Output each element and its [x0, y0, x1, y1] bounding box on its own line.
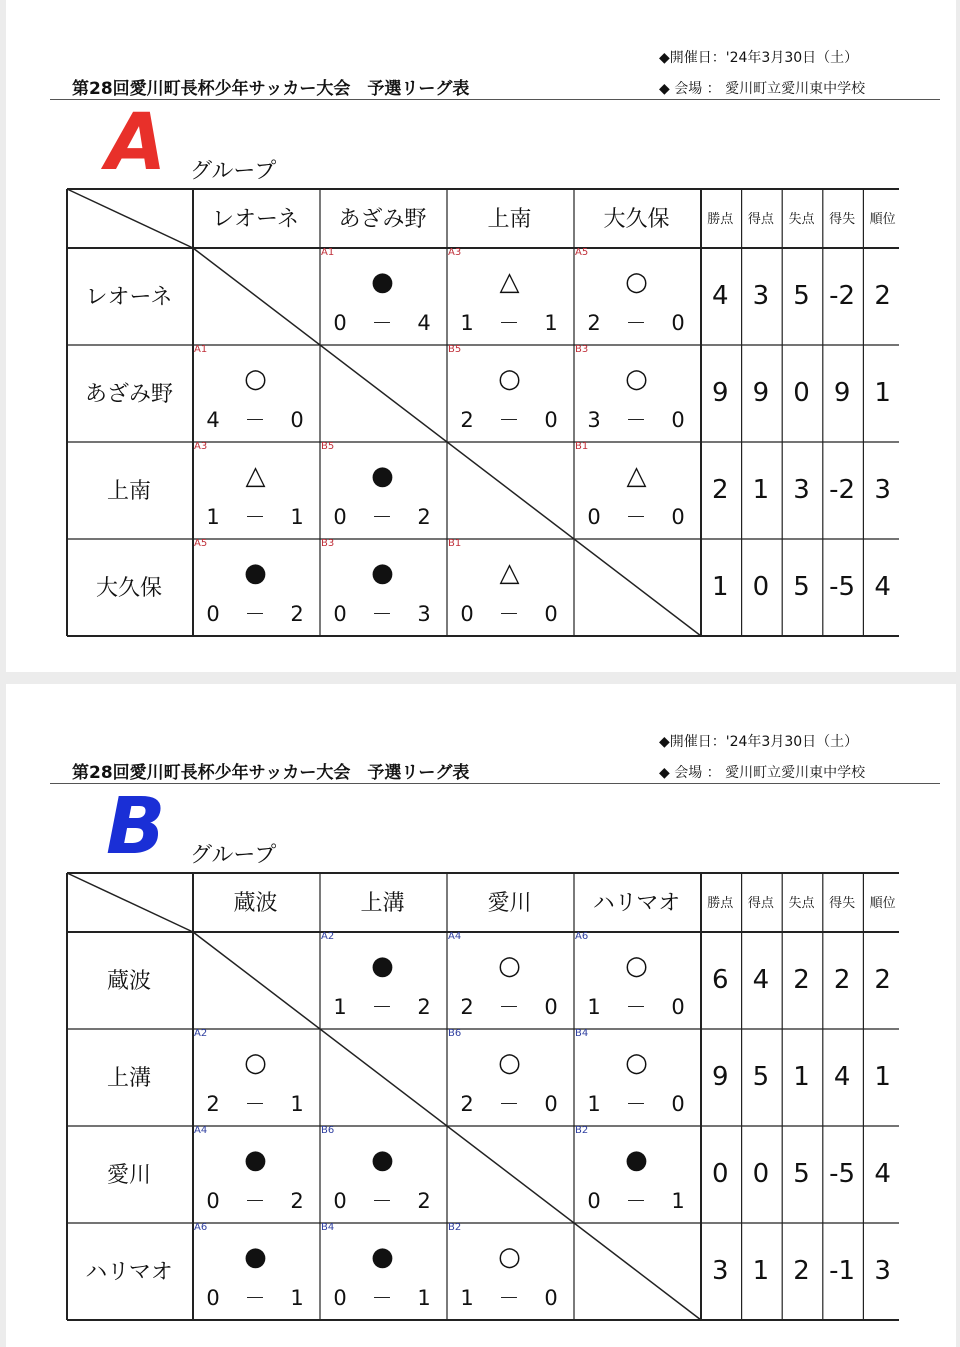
match-id: B3 [575, 344, 589, 355]
stat-value: 1 [752, 474, 770, 505]
match-cell [446, 1222, 573, 1319]
group-label: グループ [190, 843, 277, 868]
stat-cell [741, 1222, 782, 1319]
stat-cell [781, 538, 822, 635]
score-away: 2 [417, 1189, 431, 1213]
row-header-team [66, 441, 192, 538]
score-dash: － [625, 408, 647, 432]
column-header-team [192, 188, 319, 247]
row-header-label: 上南 [106, 479, 151, 504]
stat-header [781, 188, 822, 247]
match-result-mark: ● [371, 461, 394, 491]
match-result-mark: ○ [498, 951, 521, 981]
stat-value: 0 [752, 571, 770, 602]
stat-value: 9 [833, 377, 851, 408]
score-dash: － [498, 1092, 520, 1116]
match-cell [446, 538, 573, 635]
row-header-team [66, 538, 192, 635]
score-home: 0 [206, 1286, 220, 1310]
row-header-label: レオーネ [85, 285, 173, 310]
row-header-team [66, 1028, 192, 1125]
score-away: 4 [417, 311, 431, 335]
match-id: A2 [194, 1028, 208, 1039]
score-dash: － [371, 311, 393, 335]
stat-cell [862, 1125, 903, 1222]
stat-value: 9 [712, 377, 729, 408]
corner-diagonal [67, 873, 193, 932]
match-result-mark: ● [371, 267, 394, 297]
score-away: 0 [671, 995, 685, 1019]
match-result-mark: ○ [625, 267, 648, 297]
stat-header-label: 失点 [788, 896, 815, 911]
stat-value: 9 [712, 1061, 729, 1092]
match-cell [192, 1028, 319, 1125]
match-cell [192, 1222, 319, 1319]
stat-value: 0 [752, 1158, 770, 1189]
match-cell [319, 441, 446, 538]
score-away: 0 [544, 602, 558, 626]
stat-cell [700, 1222, 741, 1319]
match-cell [573, 1125, 700, 1222]
score-home: 0 [587, 505, 601, 529]
stat-header [700, 188, 741, 247]
column-header-label: レオーネ [212, 207, 299, 232]
match-cell [319, 1125, 446, 1222]
score-home: 1 [587, 995, 601, 1019]
match-cell [573, 441, 700, 538]
header-rule [50, 783, 940, 784]
match-result-mark: ● [244, 1145, 267, 1175]
match-id: B3 [321, 538, 335, 549]
stat-value: 3 [712, 1255, 729, 1286]
score-dash: － [371, 505, 393, 529]
match-result-mark: ● [371, 951, 394, 981]
group-label: グループ [190, 159, 277, 184]
row-header-label: あざみ野 [84, 382, 173, 407]
score-dash: － [244, 602, 266, 626]
stat-value: 2 [793, 964, 810, 995]
stat-value: 4 [712, 280, 729, 311]
stat-cell [822, 931, 863, 1028]
stat-value: 3 [874, 1255, 891, 1286]
stat-cell [822, 441, 863, 538]
match-result-mark: ● [371, 558, 394, 588]
score-away: 0 [544, 995, 558, 1019]
score-home: 1 [460, 1286, 474, 1310]
match-result-mark: △ [499, 558, 520, 588]
match-result-mark: ○ [625, 364, 648, 394]
column-header-label: 蔵波 [233, 891, 278, 916]
score-away: 2 [417, 995, 431, 1019]
match-cell [446, 247, 573, 344]
score-away: 1 [290, 1092, 304, 1116]
stat-cell [862, 1222, 903, 1319]
score-away: 0 [290, 408, 304, 432]
match-result-mark: ● [371, 1242, 394, 1272]
score-home: 1 [206, 505, 220, 529]
stat-header-label: 得失 [829, 896, 856, 911]
stat-cell [741, 1028, 782, 1125]
score-dash: － [244, 1286, 266, 1310]
match-id: B5 [448, 344, 462, 355]
event-date: ◆開催日：'24年3月30日（土） [659, 734, 859, 750]
stat-header [741, 188, 782, 247]
match-id: A6 [575, 931, 589, 942]
group-a-sheet [6, 0, 956, 672]
stat-value: -2 [829, 474, 856, 505]
score-away: 2 [290, 602, 304, 626]
stat-value: 4 [874, 1158, 891, 1189]
stat-cell [862, 538, 903, 635]
score-home: 2 [460, 1092, 474, 1116]
row-header-team [66, 931, 192, 1028]
score-dash: － [244, 1189, 266, 1213]
stat-header [862, 872, 903, 931]
stat-value: 9 [752, 377, 770, 408]
event-date: ◆開催日：'24年3月30日（土） [659, 50, 859, 66]
score-home: 0 [333, 505, 347, 529]
stat-cell [700, 1125, 741, 1222]
stat-cell [741, 931, 782, 1028]
match-cell [319, 247, 446, 344]
page-title: 第28回愛川町長杯少年サッカー大会 予選リーグ表 [72, 763, 470, 783]
score-dash: － [371, 1189, 393, 1213]
column-header-team [319, 188, 446, 247]
stat-cell [781, 1028, 822, 1125]
stat-value: 0 [793, 377, 810, 408]
stat-value: 2 [712, 474, 729, 505]
stat-value: 5 [793, 1158, 810, 1189]
corner-diagonal [67, 189, 193, 248]
match-id: A5 [194, 538, 208, 549]
stat-value: 1 [752, 1255, 770, 1286]
match-result-mark: ○ [625, 1048, 648, 1078]
stat-cell [822, 247, 863, 344]
match-cell [446, 931, 573, 1028]
group-letter: A [106, 98, 167, 188]
match-id: B2 [575, 1125, 589, 1136]
match-result-mark: ● [371, 1145, 394, 1175]
match-id: A3 [194, 441, 208, 452]
score-dash: － [625, 505, 647, 529]
match-cell [192, 344, 319, 441]
match-id: B1 [448, 538, 462, 549]
match-cell [573, 1028, 700, 1125]
stat-value: 5 [793, 571, 810, 602]
match-id: A4 [448, 931, 462, 942]
stat-value: 1 [793, 1061, 810, 1092]
stat-value: 5 [793, 280, 810, 311]
match-id: B6 [448, 1028, 462, 1039]
stat-cell [781, 1125, 822, 1222]
score-dash: － [244, 505, 266, 529]
score-away: 1 [671, 1189, 685, 1213]
match-cell [192, 1125, 319, 1222]
score-dash: － [625, 311, 647, 335]
match-id: A4 [194, 1125, 208, 1136]
match-result-mark: ○ [498, 1242, 521, 1272]
match-id: B1 [575, 441, 589, 452]
match-result-mark: ○ [498, 364, 521, 394]
match-id: A1 [321, 247, 335, 258]
score-away: 0 [544, 408, 558, 432]
stat-cell [781, 931, 822, 1028]
score-home: 1 [333, 995, 347, 1019]
stat-cell [700, 247, 741, 344]
score-away: 0 [671, 1092, 685, 1116]
match-cell [192, 538, 319, 635]
page-title: 第28回愛川町長杯少年サッカー大会 予選リーグ表 [72, 79, 470, 99]
row-header-team [66, 344, 192, 441]
score-away: 0 [671, 505, 685, 529]
row-header-label: 蔵波 [106, 969, 151, 994]
stat-cell [700, 441, 741, 538]
stat-value: -1 [829, 1255, 856, 1286]
score-away: 0 [544, 1092, 558, 1116]
column-header-label: 上南 [487, 207, 532, 232]
stat-header [822, 872, 863, 931]
score-home: 0 [333, 1286, 347, 1310]
stat-header-label: 順位 [869, 212, 896, 227]
match-cell [573, 247, 700, 344]
match-cell [319, 1222, 446, 1319]
column-header-label: 大久保 [603, 207, 670, 232]
stat-header [822, 188, 863, 247]
score-home: 2 [460, 995, 474, 1019]
score-away: 0 [671, 311, 685, 335]
stat-cell [781, 247, 822, 344]
stat-cell [822, 1222, 863, 1319]
row-header-team [66, 247, 192, 344]
match-id: B2 [448, 1222, 462, 1233]
match-result-mark: ● [244, 1242, 267, 1272]
column-header-team [319, 872, 446, 931]
score-home: 0 [587, 1189, 601, 1213]
match-result-mark: △ [626, 461, 647, 491]
match-result-mark: ○ [244, 364, 267, 394]
match-cell [319, 931, 446, 1028]
stat-value: 0 [712, 1158, 729, 1189]
event-venue: ◆ 会場 ： 愛川町立愛川東中学校 [659, 81, 866, 97]
stat-header-label: 失点 [788, 212, 815, 227]
stat-value: 6 [712, 964, 729, 995]
row-header-team [66, 1125, 192, 1222]
match-result-mark: ○ [625, 951, 648, 981]
score-home: 0 [460, 602, 474, 626]
stat-header [781, 872, 822, 931]
score-away: 1 [417, 1286, 431, 1310]
stat-cell [862, 344, 903, 441]
stat-cell [822, 1028, 863, 1125]
stat-cell [862, 441, 903, 538]
stat-value: -5 [829, 571, 856, 602]
match-id: A3 [448, 247, 462, 258]
stat-header-label: 得点 [747, 896, 774, 911]
match-id: A2 [321, 931, 335, 942]
score-away: 3 [417, 602, 431, 626]
match-result-mark: ● [625, 1145, 648, 1175]
stat-cell [822, 538, 863, 635]
score-dash: － [625, 1092, 647, 1116]
score-home: 0 [333, 311, 347, 335]
stat-cell [862, 1028, 903, 1125]
score-home: 4 [206, 408, 220, 432]
stat-header-label: 勝点 [707, 896, 734, 911]
score-dash: － [371, 1286, 393, 1310]
stat-cell [700, 1028, 741, 1125]
stat-cell [700, 538, 741, 635]
stat-value: 1 [874, 1061, 891, 1092]
row-header-label: 愛川 [106, 1163, 151, 1188]
stat-cell [741, 441, 782, 538]
stat-cell [862, 931, 903, 1028]
score-dash: － [625, 995, 647, 1019]
stat-cell [700, 931, 741, 1028]
stat-value: 2 [793, 1255, 810, 1286]
match-result-mark: ○ [498, 1048, 521, 1078]
score-dash: － [498, 602, 520, 626]
group-b-sheet [6, 684, 956, 1347]
match-id: B4 [321, 1222, 335, 1233]
match-cell [573, 344, 700, 441]
stat-value: -2 [829, 280, 856, 311]
score-home: 2 [587, 311, 601, 335]
stat-cell [822, 1125, 863, 1222]
stat-value: 5 [752, 1061, 770, 1092]
match-cell [319, 538, 446, 635]
column-header-team [573, 872, 700, 931]
score-home: 0 [206, 1189, 220, 1213]
column-header-label: 愛川 [487, 891, 532, 916]
stat-value: 3 [793, 474, 810, 505]
stat-header [700, 872, 741, 931]
stat-value: 2 [874, 964, 891, 995]
stat-value: 2 [833, 964, 851, 995]
stat-cell [822, 344, 863, 441]
match-id: B6 [321, 1125, 335, 1136]
score-home: 0 [206, 602, 220, 626]
column-header-label: 上溝 [360, 891, 405, 916]
stat-value: 4 [874, 571, 891, 602]
stat-value: 4 [752, 964, 770, 995]
stat-value: 2 [874, 280, 891, 311]
league-table [66, 188, 898, 635]
stat-cell [741, 538, 782, 635]
column-header-team [192, 872, 319, 931]
row-header-label: 大久保 [95, 576, 162, 601]
score-home: 2 [206, 1092, 220, 1116]
column-header-team [573, 188, 700, 247]
stat-header-label: 得点 [747, 212, 774, 227]
stat-value: 1 [874, 377, 891, 408]
score-dash: － [498, 995, 520, 1019]
match-id: A5 [575, 247, 589, 258]
stat-cell [781, 1222, 822, 1319]
stat-value: 4 [833, 1061, 851, 1092]
match-cell [446, 344, 573, 441]
league-table [66, 872, 898, 1319]
stat-cell [781, 441, 822, 538]
match-id: B4 [575, 1028, 589, 1039]
score-away: 0 [671, 408, 685, 432]
column-header-team [446, 872, 573, 931]
score-away: 1 [290, 505, 304, 529]
stat-header [862, 188, 903, 247]
score-dash: － [498, 408, 520, 432]
stat-cell [700, 344, 741, 441]
stat-cell [741, 344, 782, 441]
stat-cell [862, 247, 903, 344]
stat-value: 3 [752, 280, 770, 311]
score-dash: － [625, 1189, 647, 1213]
score-dash: － [244, 1092, 266, 1116]
stat-cell [781, 344, 822, 441]
score-dash: － [371, 995, 393, 1019]
match-id: A1 [194, 344, 208, 355]
match-id: A6 [194, 1222, 208, 1233]
score-away: 1 [544, 311, 558, 335]
score-home: 0 [333, 602, 347, 626]
match-result-mark: △ [245, 461, 266, 491]
column-header-label: ハリマオ [592, 891, 681, 916]
score-dash: － [498, 1286, 520, 1310]
column-header-team [446, 188, 573, 247]
score-home: 1 [587, 1092, 601, 1116]
score-home: 3 [587, 408, 601, 432]
match-id: B5 [321, 441, 335, 452]
stat-cell [741, 247, 782, 344]
stat-header-label: 得失 [829, 212, 856, 227]
stat-value: 3 [874, 474, 891, 505]
score-home: 0 [333, 1189, 347, 1213]
stat-cell [741, 1125, 782, 1222]
score-away: 2 [290, 1189, 304, 1213]
group-letter: B [106, 782, 166, 872]
match-result-mark: △ [499, 267, 520, 297]
row-header-label: ハリマオ [85, 1260, 173, 1285]
score-away: 2 [417, 505, 431, 529]
stat-header-label: 勝点 [707, 212, 734, 227]
match-cell [573, 931, 700, 1028]
stat-value: -5 [829, 1158, 856, 1189]
score-dash: － [371, 602, 393, 626]
row-header-team [66, 1222, 192, 1319]
match-cell [192, 441, 319, 538]
stat-header-label: 順位 [869, 896, 896, 911]
row-header-label: 上溝 [106, 1066, 151, 1091]
match-result-mark: ● [244, 558, 267, 588]
score-dash: － [244, 408, 266, 432]
header-rule [50, 99, 940, 100]
score-dash: － [498, 311, 520, 335]
event-venue: ◆ 会場 ： 愛川町立愛川東中学校 [659, 765, 866, 781]
score-home: 2 [460, 408, 474, 432]
stat-header [741, 872, 782, 931]
column-header-label: あざみ野 [338, 207, 427, 232]
score-away: 1 [290, 1286, 304, 1310]
match-result-mark: ○ [244, 1048, 267, 1078]
stat-value: 1 [712, 571, 729, 602]
match-cell [446, 1028, 573, 1125]
score-away: 0 [544, 1286, 558, 1310]
score-home: 1 [460, 311, 474, 335]
